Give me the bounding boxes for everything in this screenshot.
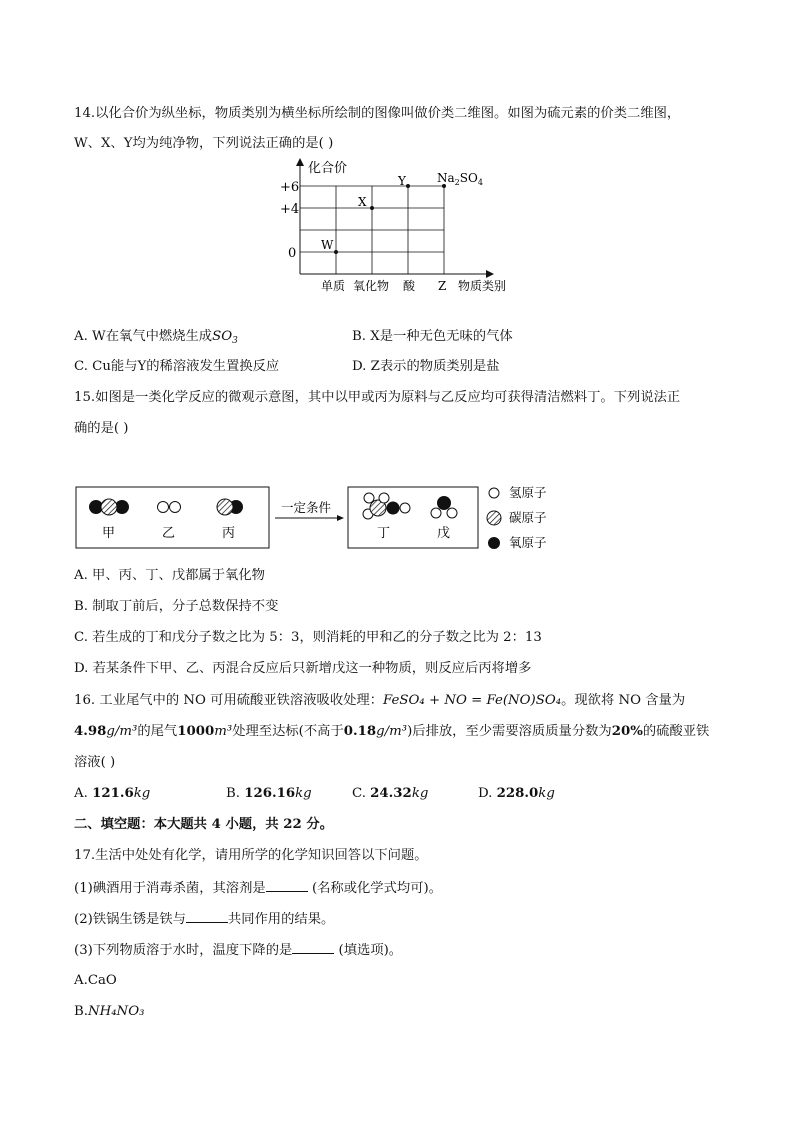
q15-stem-line2: 确的是( ) [74,421,129,436]
answer-blank-2[interactable] [186,909,228,923]
label-yi: 乙 [162,526,176,541]
q15-option-c: C. 若生成的丁和戊分子数之比为 5：3，则消耗的甲和乙的分子数之比为 2：13 [74,630,542,645]
q17-part3: (3)下列物质溶于水时，温度下降的是 (填选项)。 [74,940,402,960]
answer-blank-1[interactable] [266,878,308,892]
label-w: W [321,238,334,252]
q16-line3: 溶液( ) [74,755,116,770]
y-tick-plus4: +4 [280,202,300,217]
legend-oxygen-label: 氧原子 [509,535,547,550]
q14-option-d: D. Z表示的物质类别是盐 [352,359,500,374]
q17-option-a: A.CaO [74,973,117,988]
q17-part1: (1)碘酒用于消毒杀菌，其溶剂是 (名称或化学式均可)。 [74,878,442,898]
q17-option-b: B.NH₄NO₃ [74,1004,145,1019]
label-y: Y [398,174,406,188]
answer-blank-3[interactable] [292,940,334,954]
y-tick-zero: 0 [288,246,297,261]
y-tick-plus6: +6 [280,180,300,195]
q16-line1: 16. 工业尾气中的 NO 可用硫酸亚铁溶液吸收处理：FeSO₄ + NO = Fe(NO)SO₄。现欲将 NO 含量为 [74,693,686,708]
label-jia: 甲 [102,526,116,541]
molecule-wu [431,496,457,518]
q17-part2: (2)铁锅生锈是铁与 共同作用的结果。 [74,909,334,929]
label-na2so4: $Na_2SO_4$ [437,171,483,187]
x-tick-oxide: 氧化物 [353,279,390,293]
legend-carbon-label: 碳原子 [509,510,547,525]
point-y [406,184,410,188]
label-x: X [358,195,367,209]
x-tick-elemental: 单质 [321,279,346,293]
y-axis-label: 化合价 [308,161,348,176]
q16-equation: FeSO₄ + NO = Fe(NO)SO₄ [383,693,562,708]
valence-category-chart [270,154,530,299]
molecule-ding [363,493,410,519]
q15-option-d: D. 若某条件下甲、乙、丙混合反应后只新增戊这一种物质，则反应后丙将增多 [74,661,532,676]
molecule-jia [89,499,129,515]
legend-oxygen-icon [488,537,500,549]
q15-option-b: B. 制取丁前后，分子总数保持不变 [74,599,279,614]
x-tick-acid: 酸 [403,279,416,293]
q14-stem-line1: 14.以化合价为纵坐标，物质类别为横坐标所绘制的图像叫做价类二维图。如图为硫元素的价类二维图， [74,106,681,121]
molecule-bing [217,499,243,515]
point-x [370,206,374,210]
q16-option-c: C. 24.32kg [352,786,429,801]
q15-stem-line1: 15.如图是一类化学反应的微观示意图，其中以甲或丙为原料与乙反应均可获得清洁燃料丁。下列说法正 [74,390,681,405]
legend-carbon-icon [487,511,501,525]
label-bing: 丙 [222,526,236,541]
q16-option-a: A. 121.6kg [74,786,151,801]
q14-stem-line2: W、X、Y均为纯净物，下列说法正确的是( ) [74,136,334,151]
reaction-condition: 一定条件 [281,500,332,515]
point-w [334,250,338,254]
section-heading-fill-in: 二、填空题：本大题共 4 小题，共 22 分。 [74,817,334,832]
label-wu: 戊 [437,526,451,541]
legend-hydrogen-icon [489,488,499,498]
q14-option-a: A. W在氧气中燃烧生成$SO_3$ [74,329,238,346]
q16-option-b: B. 126.16kg [226,786,312,801]
q15-option-a: A. 甲、丙、丁、戊都属于氧化物 [74,568,265,583]
x-axis-label: 物质类别 [458,279,507,293]
q14-option-b: B. X是一种无色无味的气体 [352,329,513,344]
reaction-diagram [70,478,560,558]
q16-line2: 4.98g/m³的尾气1000m³处理至达标(不高于0.18g/m³)后排放，至少需要溶质质量分数为20%的硫酸亚铁 [74,724,710,739]
q14-option-c: C. Cu能与Y的稀溶液发生置换反应 [74,359,280,374]
q17-stem: 17.生活中处处有化学，请用所学的化学知识回答以下问题。 [74,848,428,863]
legend-hydrogen-label: 氢原子 [509,485,547,500]
x-tick-z: Z [438,279,447,293]
molecule-yi [158,502,181,513]
label-ding: 丁 [377,526,391,541]
q16-option-d: D. 228.0kg [478,786,555,801]
